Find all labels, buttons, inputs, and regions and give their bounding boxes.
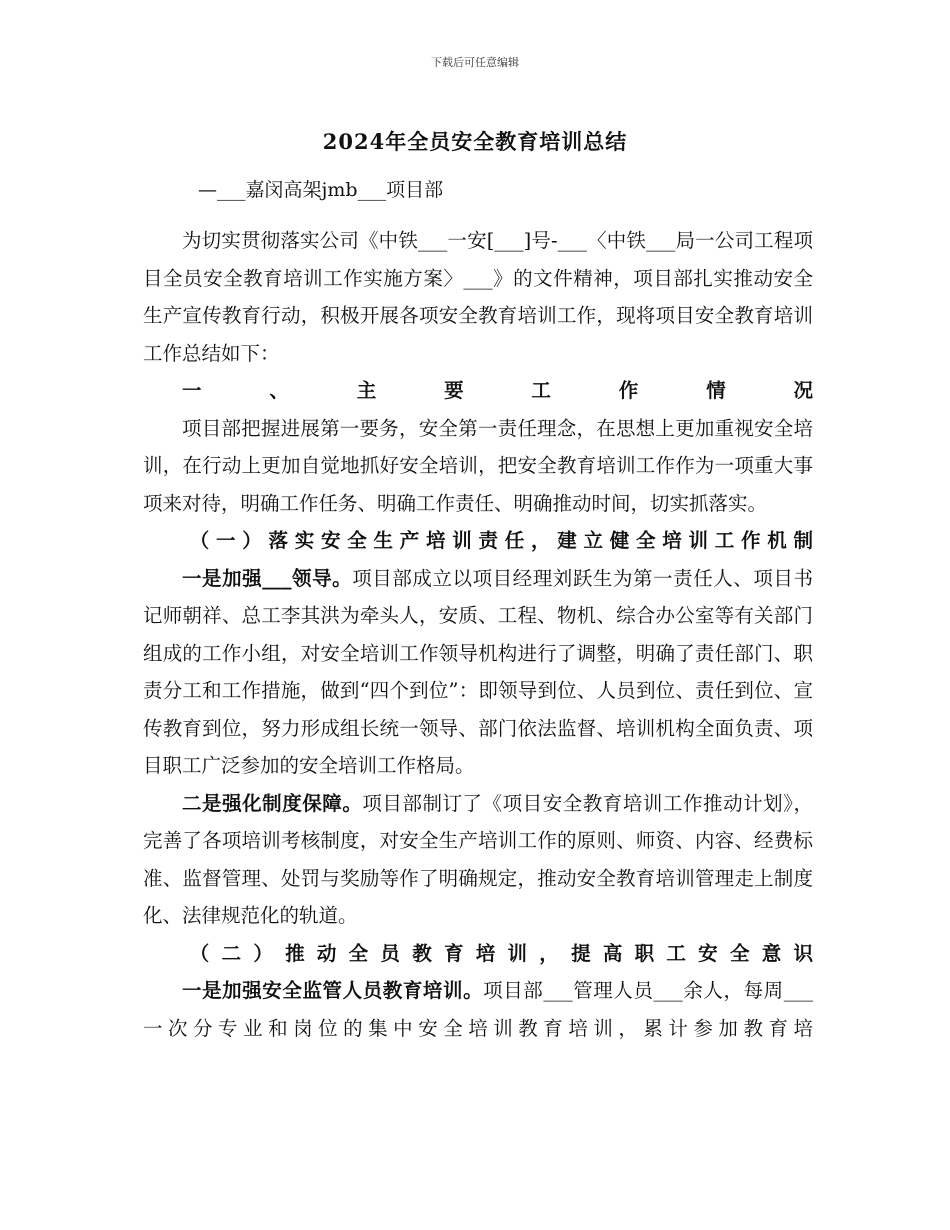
document-title: 2024年全员安全教育培训总结 (322, 129, 628, 154)
paragraph: 项目部把握进展第一要务，安全第一责任理念，在思想上更加重视安全培训，在行动上更加自觉地抓好安全培训，把安全教育培训工作作为一项重大事项来对待，明确工作任务、明确工作责任、明确推动时间，切实抓落实。 (143, 416, 813, 515)
paragraph-text: 项目部___管理人员___余人，每周___一次分专业和岗位的集中安全培训教育培训，累计参加教育培 (143, 979, 813, 1040)
page-header: 下载后可任意编辑 (431, 56, 519, 69)
paragraph-lead: 一是加强___领导。 (182, 566, 353, 590)
paragraph (143, 785, 813, 935)
paragraph-lead: 二是强化制度保障。 (182, 791, 363, 815)
document-subtitle: —___嘉闵高架jmb___项目部 (198, 179, 444, 201)
paragraph-text: 项目部成立以项目经理刘跃生为第一责任人、项目书记师朝祥、总工李其洪为牵头人，安质、工程、物机、综合办公室等有关部门组成的工作小组，对安全培训工作领导机构进行了调整，明确了责任部门、职责分工和工作措施，做到“四个到位”：即领导到位、人员到位、责任到位、宣传教育到位，努力形成组长统一领导、部门依法监督、培训机构全面负责、项目职工广泛参加的安全培训工作格局。 (143, 566, 813, 777)
paragraph-lead: 一是加强安全监管人员教育培训。 (182, 979, 484, 1002)
subsection-heading: （二）推动全员教育培训，提高职工安全意识 (189, 941, 813, 965)
subsection-heading: （一）落实安全生产培训责任，建立健全培训工作机制 (189, 529, 813, 552)
section-heading: 一、主要工作情况 (182, 379, 813, 402)
intro-paragraph: 为切实贯彻落实公司《中铁___一安[___]号-___〈中铁___局一公司工程项目全员安全教育培训工作实施方案〉___》的文件精神，项目部扎实推动安全生产宣传教育行动，积极开展各项安全教育培训工作，现将项目安全教育培训工作总结如下： (143, 229, 813, 365)
document-body (143, 222, 813, 1047)
paragraph (143, 972, 813, 1047)
paragraph-text: 项目部制订了《项目安全教育培训工作推动计划》，完善了各项培训考核制度，对安全生产培训工作的原则、师资、内容、经费标准、监督管理、处罚与奖励等作了明确规定，推动安全教育培训管理走上制度化、法律规范化的轨道。 (143, 791, 813, 927)
paragraph (143, 560, 813, 785)
